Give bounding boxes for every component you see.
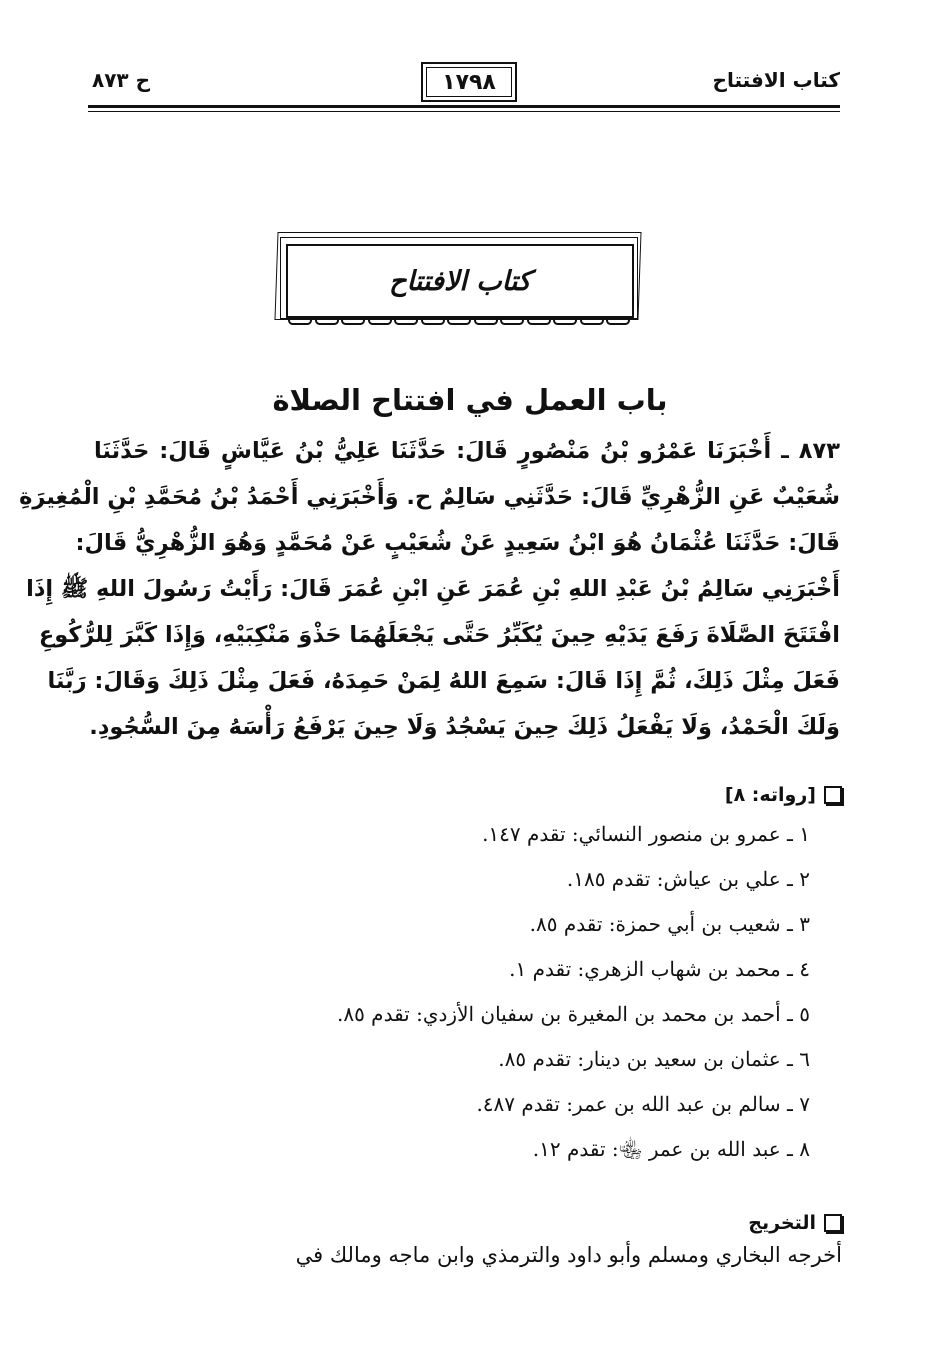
narrators-list (337, 812, 810, 1172)
hadith-line: شُعَيْبٌ عَنِ الزُّهْرِيِّ قَالَ: حَدَّثَنِي سَالِمٌ ح. وَأَخْبَرَنِي أَحْمَدُ بْنُ مُحَمَّدِ بْنِ الْمُغِيرَةِ (19, 484, 840, 510)
narrator-item: ٥ ـ أحمد بن محمد بن المغيرة بن سفيان الأزدي: تقدم ٨٥. (336, 1002, 810, 1026)
hadith-line: ٨٧٣ ـ أَخْبَرَنَا عَمْرُو بْنُ مَنْصُورٍ قَالَ: حَدَّثَنَا عَلِيُّ بْنُ عَيَّاشٍ قَالَ: حَدَّثَنَا (94, 438, 840, 464)
hadith-line: فَعَلَ مِثْلَ ذَلِكَ، ثُمَّ إِذَا قَالَ: سَمِعَ اللهُ لِمَنْ حَمِدَهُ، فَعَلَ مِثْلَ ذَلِكَ وَقَالَ: رَبَّنَا (47, 668, 840, 694)
frame-front-panel (286, 244, 634, 318)
narrators-heading-text: [رواته: ٨] (724, 784, 816, 806)
running-header-book-name: كتاب الافتتاح (712, 68, 840, 92)
square-bullet-icon (824, 786, 842, 804)
narrator-item: ٢ ـ علي بن عياش: تقدم ١٨٥. (566, 867, 810, 891)
book-title: كتاب الافتتاح (389, 265, 531, 297)
hadith-line: افْتَتَحَ الصَّلَاةَ رَفَعَ يَدَيْهِ حِينَ يُكَبِّرُ حَتَّى يَجْعَلَهُمَا حَذْوَ مَنْكِبَيْهِ، وَإِذَا كَبَّرَ لِلرُّكُوعِ (38, 622, 840, 648)
square-bullet-icon (824, 1214, 842, 1232)
header-rule-thin (88, 111, 840, 112)
narrator-item: ٦ ـ عثمان بن سعيد بن دينار: تقدم ٨٥. (498, 1047, 810, 1071)
header-rule-thick (88, 105, 840, 108)
narrator-item: ٧ ـ سالم بن عبد الله بن عمر: تقدم ٤٨٧. (476, 1092, 810, 1116)
takhrij-section-heading (748, 1212, 842, 1234)
hadith-text (19, 428, 840, 750)
running-header-hadith-ref: ح ٨٧٣ (92, 68, 151, 92)
hadith-line: قَالَ: حَدَّثَنَا عُثْمَانُ هُوَ ابْنُ سَعِيدٍ عَنْ شُعَيْبٍ عَنْ مُحَمَّدٍ وَهُوَ الزُّهْرِيُّ قَالَ: (75, 530, 840, 556)
narrator-item: ٤ ـ محمد بن شهاب الزهري: تقدم ١. (509, 957, 810, 981)
narrator-item: ١ ـ عمرو بن منصور النسائي: تقدم ١٤٧. (482, 822, 810, 846)
hadith-line: وَلَكَ الْحَمْدُ، وَلَا يَفْعَلُ ذَلِكَ حِينَ يَسْجُدُ وَلَا حِينَ يَرْفَعُ رَأْسَهُ مِنَ السُّجُودِ. (89, 714, 840, 740)
takhrij-heading-text: التخريج (748, 1212, 816, 1234)
takhrij-text: أخرجه البخاري ومسلم وأبو داود والترمذي وابن ماجه ومالك في (295, 1243, 842, 1267)
page-number: ١٧٩٨ (421, 62, 517, 102)
hadith-line: أَخْبَرَنِي سَالِمُ بْنُ عَبْدِ اللهِ بْنِ عُمَرَ عَنِ ابْنِ عُمَرَ قَالَ: رَأَيْتُ رَسُولَ اللهِ ﷺ إِذَا (26, 576, 840, 602)
narrators-section-heading (725, 784, 842, 806)
narrator-item: ٨ ـ عبد الله بن عمر ﵄: تقدم ١٢. (532, 1137, 810, 1161)
chapter-title: باب العمل في افتتاح الصلاة (272, 383, 668, 417)
narrator-item: ٣ ـ شعيب بن أبي حمزة: تقدم ٨٥. (529, 912, 810, 936)
book-title-frame (272, 232, 644, 330)
chain-ornament (288, 316, 630, 328)
